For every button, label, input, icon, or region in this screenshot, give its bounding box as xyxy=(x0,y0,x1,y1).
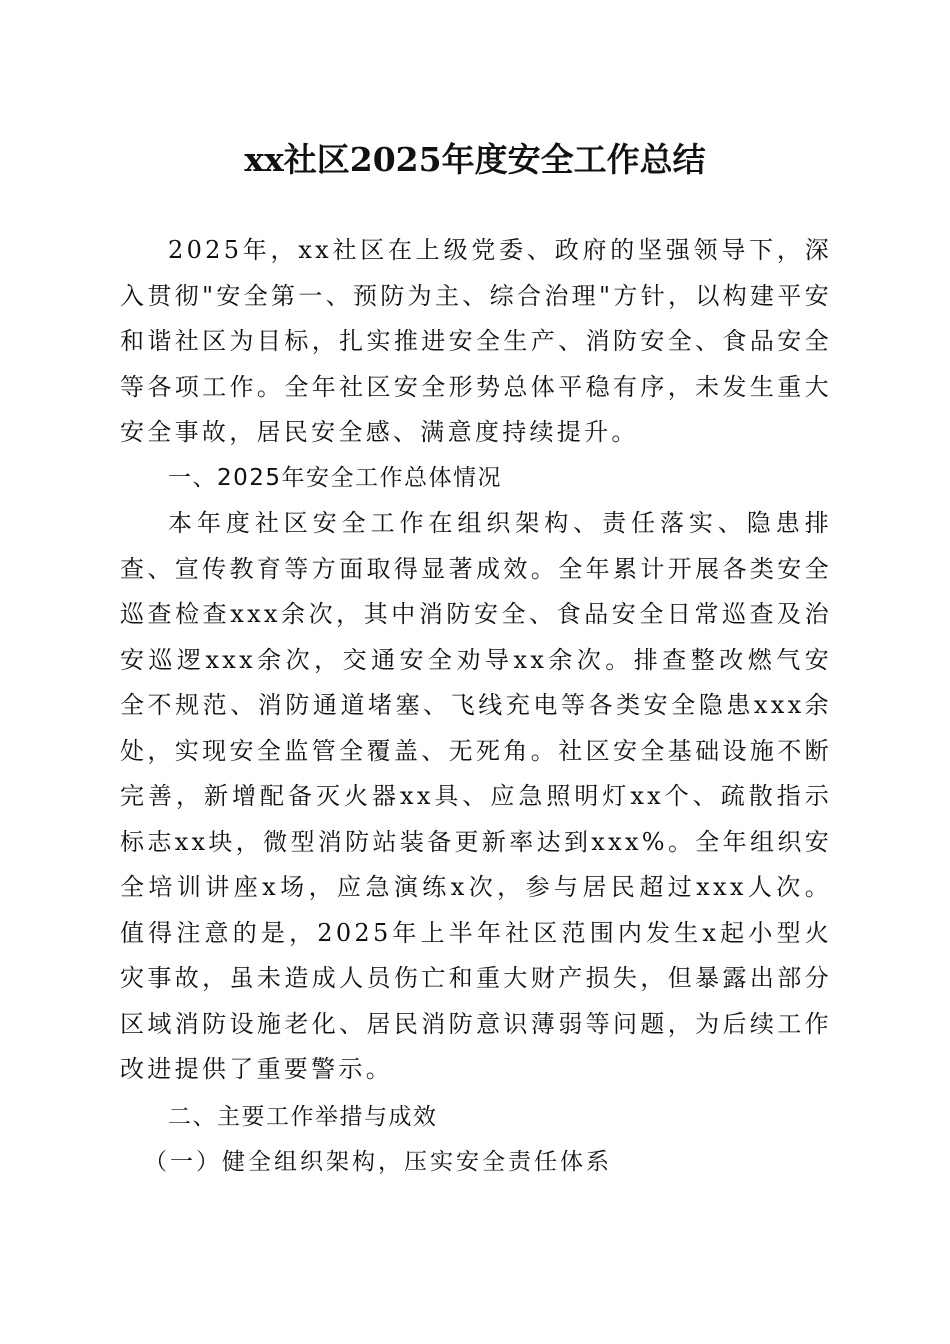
intro-paragraph: 2025年，xx社区在上级党委、政府的坚强领导下，深入贯彻"安全第一、预防为主、综合治理"方针，以构建平安和谐社区为目标，扎实推进安全生产、消防安全、食品安全等各项工作。全年社区安全形势总体平稳有序，未发生重大安全事故，居民安全感、满意度持续提升。 xyxy=(120,236,832,446)
section-heading-overview: 一、2025年安全工作总体情况 xyxy=(168,464,503,491)
document-body xyxy=(120,228,832,1186)
subsection-heading-organization: （一）健全组织架构，压实安全责任体系 xyxy=(144,1149,612,1175)
section-heading-measures: 二、主要工作举措与成效 xyxy=(168,1103,438,1130)
overview-paragraph: 本年度社区安全工作在组织架构、责任落实、隐患排查、宣传教育等方面取得显著成效。全年累计开展各类安全巡查检查xxx余次，其中消防安全、食品安全日常巡查及治安巡逻xxx余次，交通安全劝导xx余次。排查整改燃气安全不规范、消防通道堵塞、飞线充电等各类安全隐患xxx余处，实现安全监管全覆盖、无死角。社区安全基础设施不断完善，新增配备灭火器xx具、应急照明灯xx个、疏散指示标志xx块，微型消防站装备更新率达到xxx%。全年组织安全培训讲座x场，应急演练x次，参与居民超过xxx人次。值得注意的是，2025年上半年社区范围内发生x起小型火灾事故，虽未造成人员伤亡和重大财产损失，但暴露出部分区域消防设施老化、居民消防意识薄弱等问题，为后续工作改进提供了重要警示。 xyxy=(120,509,832,1083)
document-title: xx社区2025年度安全工作总结 xyxy=(244,140,706,179)
